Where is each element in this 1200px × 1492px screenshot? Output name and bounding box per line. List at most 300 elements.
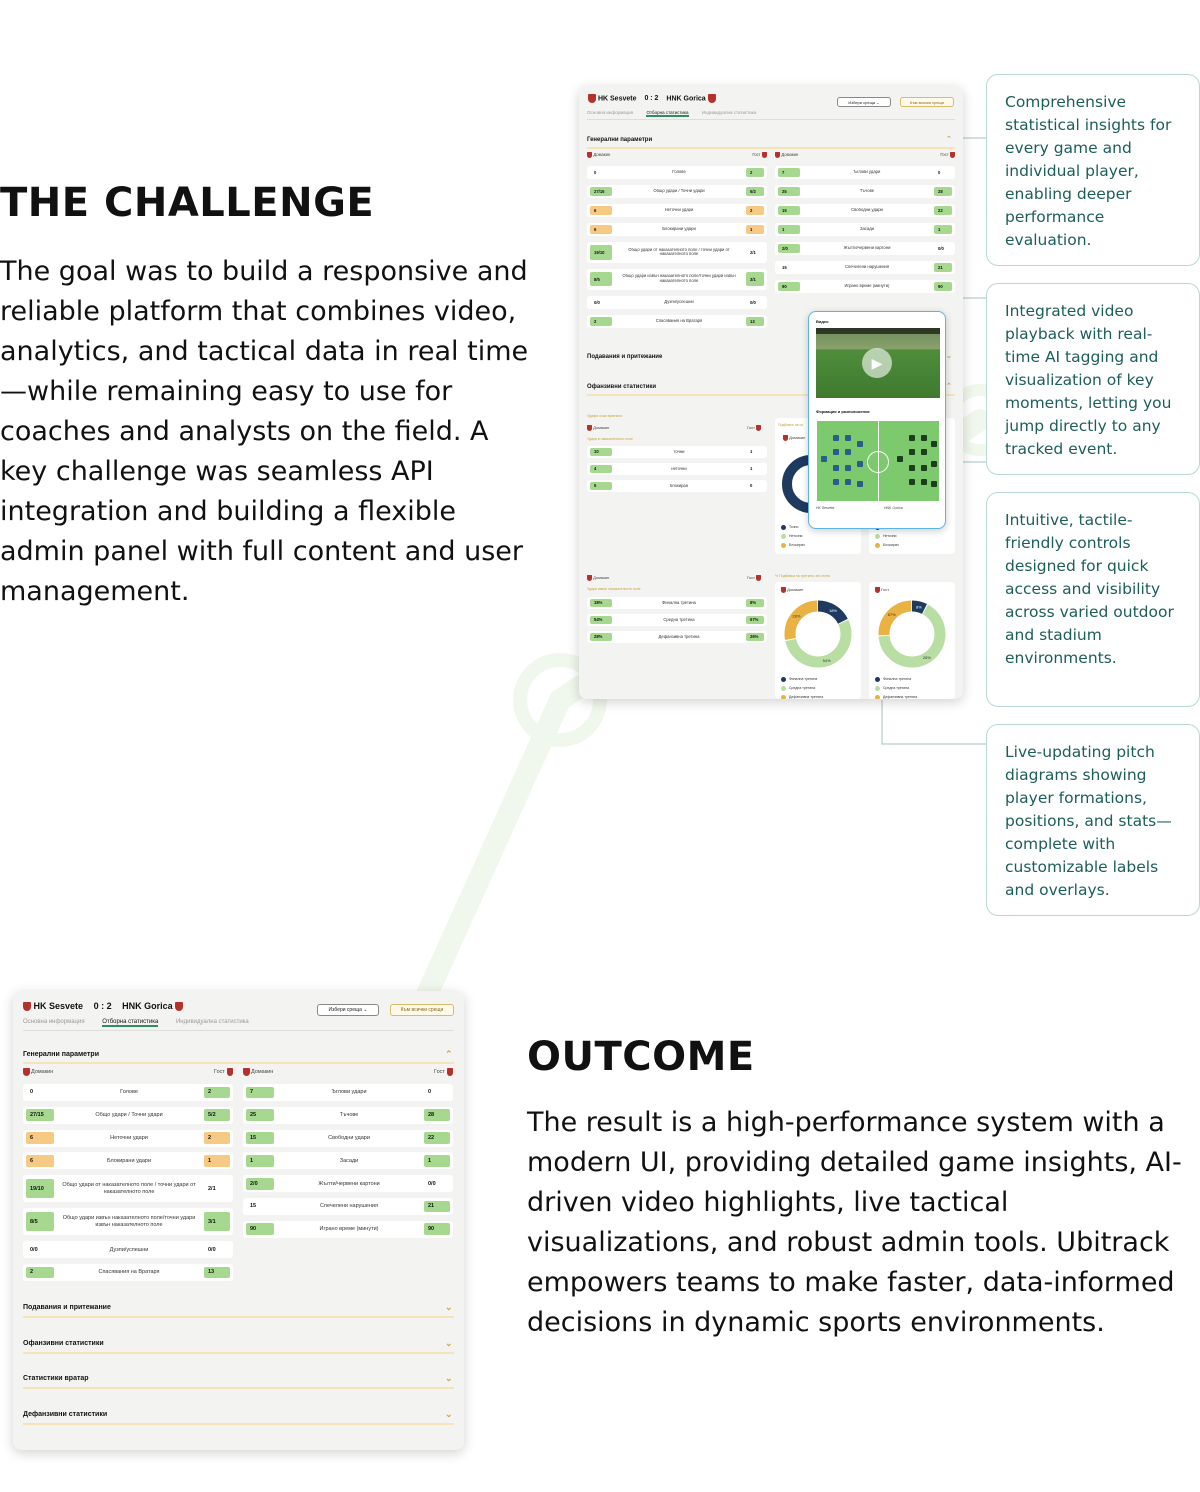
- table-row: [23, 1130, 233, 1147]
- home-value: 27/15: [26, 1109, 54, 1121]
- chevron-up-icon[interactable]: ⌃: [946, 136, 952, 143]
- stat-label: Средна третина: [663, 617, 695, 622]
- accordion-passes[interactable]: Подавания и притежание: [587, 354, 663, 360]
- accordion-section[interactable]: Подавания и притежание: [23, 1304, 111, 1311]
- stat-label: блокиран: [669, 483, 689, 488]
- table-row: [587, 296, 767, 309]
- away-team-name: HNK Gorica: [122, 1001, 173, 1011]
- away-column-label: Гост: [940, 152, 949, 158]
- away-value: 2: [204, 1132, 230, 1144]
- away-value: 2: [746, 206, 764, 215]
- match-select-value: Избери среща: [848, 100, 876, 105]
- legend-dot: [781, 543, 786, 548]
- legend-dot: [875, 543, 880, 548]
- chevron-down-icon[interactable]: ⌄: [445, 1373, 453, 1383]
- home-value: 18%: [590, 599, 612, 607]
- home-value: 25: [246, 1109, 274, 1121]
- shots-note: Удари в наказателното поле: [587, 437, 633, 441]
- chevron-up-icon[interactable]: ⌃: [946, 383, 952, 390]
- home-column-label: Домакин: [781, 587, 803, 593]
- table-row: [243, 1175, 453, 1192]
- home-value: 90: [778, 282, 800, 291]
- away-value: 90: [424, 1223, 450, 1235]
- away-value: 1: [424, 1155, 450, 1167]
- away-value: 3/1: [204, 1212, 230, 1231]
- stat-label: Общо удари от наказателното поле / точни удари от наказателното поле: [62, 1182, 196, 1195]
- away-crest-icon: [762, 152, 767, 158]
- away-value: 90: [934, 282, 952, 291]
- section-underline: [23, 1423, 454, 1425]
- column-header: [23, 1068, 233, 1076]
- match-header: [588, 94, 716, 103]
- chevron-down-icon[interactable]: ⌄: [445, 1408, 453, 1419]
- home-column-label: Домакин: [587, 575, 609, 581]
- player-marker[interactable]: [921, 465, 927, 471]
- away-value: 0/0: [208, 1246, 216, 1253]
- away-value: 1: [204, 1155, 230, 1167]
- away-value: 0/0: [750, 299, 756, 305]
- away-value: 1: [746, 225, 764, 234]
- stat-label: Ъглови удари: [853, 170, 881, 175]
- thirds-subtitle: Удари извън наказателното поле: [587, 587, 641, 591]
- general-section-title[interactable]: Генерални параметри: [587, 137, 653, 143]
- legend-dot: [875, 677, 880, 682]
- home-column-label: Домакин: [783, 435, 805, 441]
- pitch-center-circle: [867, 451, 889, 473]
- chevron-down-icon[interactable]: ⌄: [946, 353, 952, 360]
- away-value: 1: [750, 466, 753, 472]
- chevron-down-icon: ⌄: [876, 100, 880, 105]
- thirds-donut-home-chart: [780, 596, 856, 672]
- legend-dot: [875, 534, 880, 539]
- shots-legend-away: Неточни Блокиран: [875, 523, 899, 550]
- home-crest-icon: [243, 1068, 250, 1076]
- table-row: [587, 614, 767, 626]
- stat-label: Свободни удари: [851, 208, 883, 213]
- home-value: 15: [250, 1203, 257, 1210]
- stat-label: Блокирани удари: [662, 227, 696, 232]
- table-row: [243, 1221, 453, 1238]
- player-marker[interactable]: [897, 456, 903, 462]
- home-value: 0: [594, 170, 597, 175]
- away-column-label: Гост: [434, 1069, 445, 1076]
- table-row: [775, 261, 955, 274]
- table-row: [243, 1107, 453, 1124]
- player-marker[interactable]: [931, 481, 937, 487]
- away-value: 1: [750, 449, 753, 455]
- stat-label: Голове: [120, 1089, 138, 1096]
- player-marker[interactable]: [821, 456, 827, 462]
- away-value: 2/1: [208, 1185, 216, 1192]
- away-value: 2: [746, 168, 764, 177]
- home-value: 15: [246, 1132, 274, 1144]
- home-value: 5: [590, 482, 612, 490]
- player-marker[interactable]: [857, 461, 863, 467]
- stat-label: Спечелени нарушения: [320, 1203, 378, 1210]
- home-value: 6: [590, 206, 612, 215]
- home-value: 6: [590, 225, 612, 234]
- section-underline: [23, 1352, 454, 1354]
- player-marker[interactable]: [857, 441, 863, 447]
- stat-label: Засади: [859, 227, 875, 232]
- challenge-body: The goal was to build a responsive and reliable platform that combines video, analytics, and tactical data in real time—while remaining easy to use for coaches and analysts on the field. A key challenge was seamless API integration and building a flexible admin panel with full content and user management.: [0, 256, 529, 607]
- player-marker[interactable]: [833, 479, 839, 485]
- accordion-section[interactable]: Статистики вратар: [23, 1375, 89, 1382]
- tab-team-stats[interactable]: Отборна статистика: [646, 110, 689, 115]
- legend-dot: [781, 525, 786, 530]
- stat-label: Спасявания на Вратаря: [655, 318, 703, 323]
- table-row: [775, 166, 955, 179]
- thirds-legend: Финална третина Средна третина Дефанзивна третина: [781, 675, 823, 699]
- legend-dot: [781, 695, 786, 699]
- away-column-label: Гост: [747, 575, 761, 581]
- home-crest-icon: [587, 152, 592, 158]
- away-value: 5/2: [746, 187, 764, 196]
- stat-label: Общо удари / Точни удари: [653, 189, 705, 194]
- away-column-label: Гост: [752, 152, 761, 158]
- home-value: 2: [590, 317, 612, 326]
- stat-label: Играно време (минути): [844, 284, 890, 289]
- donut-label: 28%: [792, 613, 801, 619]
- away-crest-icon: [175, 1002, 183, 1011]
- table-row: [243, 1198, 453, 1215]
- home-value: 0/0: [594, 299, 600, 305]
- table-row: [775, 280, 955, 293]
- shots-subtitle: Удари към вратата: [587, 413, 622, 418]
- pitch-away-label: HNK Gorica: [884, 506, 903, 510]
- table-row: [587, 204, 767, 217]
- home-value: 2/0: [246, 1178, 274, 1190]
- away-value: 2/1: [750, 249, 756, 255]
- away-column-label: Гост: [875, 587, 889, 593]
- home-value: 0: [30, 1089, 34, 1096]
- away-team-name: HNK Gorica: [666, 95, 706, 103]
- away-column-label: Гост: [214, 1069, 225, 1076]
- away-crest-icon: [756, 575, 761, 581]
- home-value: 1: [778, 225, 800, 234]
- tab-divider: [587, 119, 955, 120]
- chevron-up-icon[interactable]: ⌃: [445, 1049, 453, 1059]
- table-row: [775, 204, 955, 217]
- away-crest-icon: [756, 425, 761, 431]
- chevron-down-icon[interactable]: ⌄: [445, 1337, 453, 1348]
- table-row: [587, 242, 767, 263]
- table-row: [243, 1084, 453, 1101]
- away-crest-icon: [708, 94, 716, 103]
- away-value: 21: [934, 263, 952, 272]
- home-team-name: HK Sesvete: [597, 95, 637, 103]
- thirds-donut-away-chart: [874, 596, 950, 672]
- home-crest-icon: [23, 1002, 31, 1011]
- section-underline: [23, 1316, 454, 1318]
- table-row: [23, 1084, 233, 1101]
- all-matches-button[interactable]: Към всички срещи: [390, 1004, 454, 1016]
- home-crest-icon: [587, 575, 592, 581]
- stat-label: Дефанзивна третина: [658, 634, 700, 639]
- donut-label: 67%: [887, 612, 896, 618]
- stat-label: Тъчове: [339, 1112, 359, 1119]
- all-matches-button[interactable]: Към всички срещи: [900, 97, 954, 107]
- tab-bar: [587, 110, 756, 117]
- match-score: 0 : 2: [644, 95, 659, 103]
- home-value: 90: [246, 1223, 274, 1235]
- table-row: [587, 463, 767, 475]
- match-score: 0 : 2: [93, 1001, 112, 1011]
- table-row: [587, 446, 767, 458]
- table-row: [23, 1241, 233, 1258]
- tab-basic-info[interactable]: Основна информация: [23, 1019, 85, 1025]
- formation-pitch[interactable]: [816, 420, 940, 502]
- home-column-label: Домакин: [593, 152, 611, 158]
- stat-label: Тъчове: [859, 189, 875, 194]
- table-row: [775, 223, 955, 236]
- table-row: [23, 1264, 233, 1281]
- away-value: 3/1: [746, 272, 764, 287]
- away-value: 8%: [746, 599, 764, 607]
- away-value: 22: [424, 1132, 450, 1144]
- donut-label: 26%: [922, 655, 931, 661]
- home-value: 19/10: [26, 1179, 54, 1198]
- player-marker[interactable]: [845, 465, 851, 471]
- away-value: 0/0: [428, 1180, 436, 1187]
- player-marker[interactable]: [909, 479, 915, 485]
- away-value: 28: [424, 1109, 450, 1121]
- match-select-value: Избери среща: [328, 1007, 362, 1013]
- home-crest-icon: [781, 587, 786, 593]
- home-value: 4: [590, 465, 612, 473]
- table-row: [775, 242, 955, 255]
- video-player[interactable]: [816, 328, 940, 398]
- player-marker[interactable]: [921, 449, 927, 455]
- home-team-name: HK Sesvete: [33, 1001, 84, 1011]
- home-crest-icon: [783, 435, 788, 441]
- away-value: 0: [750, 483, 753, 489]
- table-row: [587, 269, 767, 290]
- outcome-body: The result is a high-performance system with a modern UI, providing detailed game insights, AI-driven video highlights, live tactical visualizations, and robust admin tools. Ubitrack empowers teams to make faster, data-informed decisions in dynamic sports environments.: [527, 1107, 1182, 1338]
- callout-statistics: Comprehensive statistical insights for every game and individual player, enabling deeper performance evaluation.: [986, 74, 1200, 266]
- column-header: [587, 152, 767, 158]
- stat-label: Общо удари извън наказателното поле/точни удари извън наказателното поле: [62, 1215, 196, 1228]
- away-value: 13: [746, 317, 764, 326]
- stat-label: Засади: [339, 1157, 359, 1164]
- table-row: [243, 1152, 453, 1169]
- stats-screenshot-top: [579, 86, 963, 699]
- callout-video: Integrated video playback with real-time AI tagging and visualization of key moments, letting you jump directly to any tracked event.: [986, 283, 1200, 475]
- video-top-bar: [816, 328, 940, 334]
- table-row: [587, 631, 767, 643]
- general-section-title[interactable]: Генерални параметри: [23, 1051, 99, 1058]
- legend-dot: [781, 686, 786, 691]
- accordion-offensive[interactable]: Офанзивни статистики: [587, 384, 657, 390]
- thirds-note: % Подбивка на третини, в/п стата: [775, 574, 830, 578]
- home-column-label: Домакин: [781, 152, 799, 158]
- column-header: [243, 1068, 453, 1076]
- away-value: 28: [934, 187, 952, 196]
- away-value: 0: [428, 1089, 432, 1096]
- table-row: [587, 223, 767, 236]
- accordion-section[interactable]: Офанзивни статистики: [23, 1339, 104, 1347]
- tab-individual-stats[interactable]: Индивидуална статистика: [175, 1019, 249, 1025]
- player-marker[interactable]: [833, 465, 839, 471]
- home-crest-icon: [587, 425, 592, 431]
- chevron-down-icon[interactable]: ⌄: [445, 1302, 453, 1312]
- challenge-heading: THE CHALLENGE: [0, 180, 375, 226]
- home-value: 10: [590, 448, 612, 456]
- home-value: 19/10: [590, 245, 612, 260]
- table-row: [243, 1130, 453, 1147]
- donut-label: 54%: [822, 658, 831, 664]
- home-value: 15: [782, 265, 787, 270]
- match-select[interactable]: [837, 97, 891, 107]
- stat-label: Неточни удари: [664, 208, 694, 213]
- donut-label: 18%: [828, 607, 838, 613]
- outcome-heading: OUTCOME: [527, 1034, 755, 1080]
- player-marker[interactable]: [921, 435, 927, 441]
- stat-label: Жълти/червени картони: [843, 246, 891, 251]
- player-marker[interactable]: [845, 479, 851, 485]
- away-crest-icon: [950, 152, 955, 158]
- away-value: 0/0: [938, 246, 944, 251]
- away-value: 1: [934, 225, 952, 234]
- tab-divider: [23, 1030, 454, 1031]
- away-value: 21: [424, 1201, 450, 1213]
- stat-label: Голове: [672, 170, 686, 175]
- stat-label: Общо удари извън наказателното поле/точни удари извън наказателното поле: [622, 274, 736, 284]
- player-marker[interactable]: [931, 441, 937, 447]
- section-underline: [23, 1387, 454, 1389]
- away-value: 22: [934, 206, 952, 215]
- table-row: [587, 480, 767, 492]
- stat-label: Общо удари / Точни удари: [95, 1112, 163, 1119]
- legend-dot: [781, 534, 786, 539]
- player-marker[interactable]: [833, 435, 839, 441]
- player-marker[interactable]: [921, 479, 927, 485]
- table-row: [23, 1152, 233, 1169]
- away-value: 67%: [746, 616, 764, 624]
- formation-title: Формация и разположение: [816, 409, 870, 414]
- video-formation-popup: [808, 311, 946, 529]
- home-value: 2/0: [778, 244, 800, 253]
- stat-label: Неточни удари: [110, 1134, 148, 1141]
- table-row: [23, 1107, 233, 1124]
- home-value: 6: [26, 1132, 54, 1144]
- away-value: 26%: [746, 633, 764, 641]
- home-crest-icon: [588, 94, 596, 103]
- stat-label: Жълти/червени картони: [318, 1180, 380, 1187]
- thirds-donut-home: [775, 582, 861, 699]
- tab-bar: [23, 1019, 249, 1027]
- stat-label: неточни: [671, 466, 687, 471]
- away-column-label: Гост: [747, 425, 761, 431]
- accordion-section[interactable]: Дефанзивни статистики: [23, 1410, 108, 1418]
- away-value: 0: [938, 170, 941, 175]
- callout-controls: Intuitive, tactile-friendly controls designed for quick access and visibility across varied outdoor and stadium environments.: [986, 492, 1200, 707]
- stat-label: Спечелени нарушения: [844, 265, 890, 270]
- play-icon[interactable]: ▶: [862, 348, 892, 378]
- home-value: 7: [246, 1087, 274, 1099]
- away-value: 5/2: [204, 1109, 230, 1121]
- player-marker[interactable]: [909, 465, 915, 471]
- home-value: 8/5: [590, 272, 612, 287]
- chevron-down-icon: ⌄: [363, 1007, 368, 1013]
- legend-dot: [781, 677, 786, 682]
- column-header: [775, 152, 955, 158]
- section-underline: [23, 1062, 454, 1064]
- home-value: 8/5: [26, 1212, 54, 1231]
- stat-label: Ъглови удари: [331, 1089, 367, 1096]
- away-crest-icon: [875, 587, 880, 593]
- legend-dot: [875, 686, 880, 691]
- tab-team-stats[interactable]: Отборна статистика: [102, 1019, 159, 1025]
- player-marker[interactable]: [931, 461, 937, 467]
- home-value: 54%: [590, 616, 612, 624]
- stat-label: Блокирани удари: [106, 1157, 152, 1164]
- match-header: [23, 1001, 183, 1011]
- stat-label: Дузпи/успешни: [664, 299, 694, 304]
- home-crest-icon: [23, 1068, 30, 1076]
- table-row: [587, 185, 767, 198]
- player-marker[interactable]: [857, 481, 863, 487]
- thirds-legend-away: Финална третина Средна третина Дефанзивна третина: [875, 675, 917, 699]
- stat-label: Дузпи/успешни: [109, 1246, 149, 1253]
- donut-label: 8%: [916, 604, 922, 610]
- table-row: [23, 1208, 233, 1235]
- tab-basic-info[interactable]: Основна информация: [587, 110, 634, 115]
- player-marker[interactable]: [833, 449, 839, 455]
- home-value: 0/0: [30, 1246, 38, 1253]
- home-value: 7: [778, 168, 800, 177]
- shots-card-title: Подбивки на сп: [778, 423, 804, 427]
- home-column-label: Домакин: [587, 425, 609, 431]
- home-value: 25: [778, 187, 800, 196]
- table-row: [587, 597, 767, 609]
- stat-label: Финална третина: [662, 600, 696, 605]
- home-column-label: Домакин: [31, 1069, 54, 1076]
- player-marker[interactable]: [845, 435, 851, 441]
- pitch-home-label: HK Sesvete: [816, 506, 835, 510]
- shots-legend: Точни Неточни Блокиран: [781, 523, 805, 550]
- away-crest-icon: [447, 1068, 454, 1076]
- home-value: 6: [26, 1155, 54, 1167]
- stat-label: Свободни удари: [328, 1134, 370, 1141]
- stat-label: точни: [673, 449, 685, 454]
- away-value: 13: [204, 1267, 230, 1279]
- player-marker[interactable]: [909, 449, 915, 455]
- player-marker[interactable]: [909, 435, 915, 441]
- home-crest-icon: [775, 152, 780, 158]
- stat-label: Спасявания на Вратаря: [98, 1269, 160, 1276]
- table-row: [587, 315, 767, 328]
- section-underline: [587, 147, 955, 149]
- home-value: 1: [246, 1155, 274, 1167]
- table-row: [587, 166, 767, 179]
- callout-pitch: Live-updating pitch diagrams showing player formations, positions, and stats—complete with customizable labels and overlays.: [986, 724, 1200, 916]
- tab-individual-stats[interactable]: Индивидуална статистика: [701, 110, 757, 115]
- home-value: 28%: [590, 633, 612, 641]
- home-value: 2: [26, 1267, 54, 1279]
- home-value: 15: [778, 206, 800, 215]
- video-title: Видео: [816, 319, 829, 324]
- stat-label: Играно време (минути): [319, 1226, 379, 1233]
- table-row: [775, 185, 955, 198]
- match-select[interactable]: [317, 1004, 379, 1016]
- player-marker[interactable]: [845, 449, 851, 455]
- home-value: 27/15: [590, 187, 612, 196]
- stat-label: Общо удари от наказателното поле / точни удари от наказателното поле: [628, 247, 730, 257]
- thirds-donut-away: [869, 582, 955, 699]
- away-crest-icon: [227, 1068, 234, 1076]
- table-row: [23, 1175, 233, 1202]
